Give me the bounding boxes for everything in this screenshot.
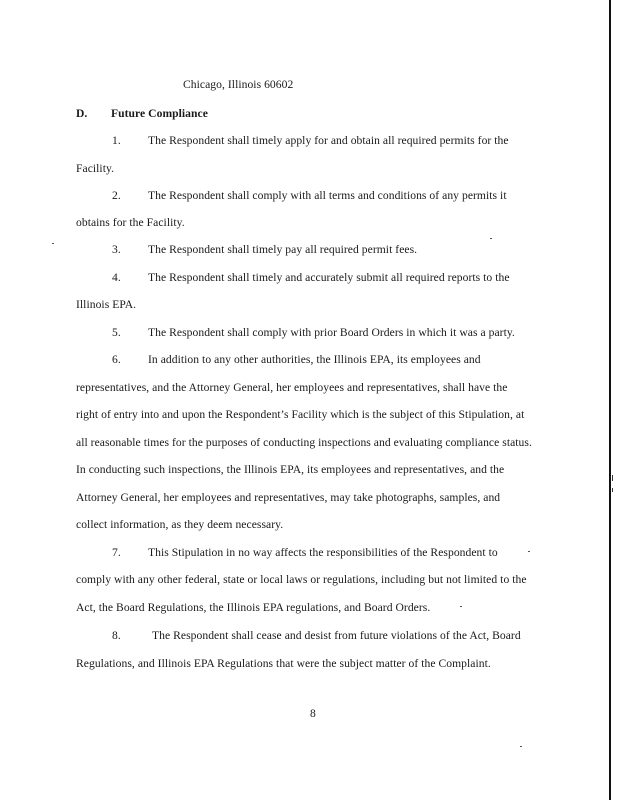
section-title: Future Compliance — [111, 107, 208, 120]
item-text-line: obtains for the Facility. — [76, 216, 185, 229]
scan-edge-line — [609, 0, 611, 800]
item-text-line: The Respondent shall cease and desist from future violations of the Act, Board — [152, 629, 521, 642]
scan-speck — [52, 243, 54, 244]
item-number: 2. — [112, 189, 121, 202]
item-text-line: representatives, and the Attorney General, her employees and representatives, shall have the — [76, 381, 508, 394]
item-text-line: right of entry into and upon the Respondent’s Facility which is the subject of this Stipulation, at — [76, 408, 525, 421]
scan-edge-tick — [612, 475, 613, 481]
item-text-line: In addition to any other authorities, the Illinois EPA, its employees and — [148, 353, 481, 366]
scan-speck — [490, 238, 492, 239]
item-text-line: The Respondent shall timely apply for and obtain all required permits for the — [148, 134, 509, 147]
item-number: 6. — [112, 353, 121, 366]
item-number: 7. — [112, 546, 121, 559]
item-text-line: This Stipulation in no way affects the responsibilities of the Respondent to — [148, 546, 498, 559]
item-number: 3. — [112, 243, 121, 256]
item-text-line: Regulations, and Illinois EPA Regulations that were the subject matter of the Complaint. — [76, 657, 491, 670]
item-text-line: The Respondent shall comply with prior Board Orders in which it was a party. — [148, 326, 515, 339]
item-text-line: Illinois EPA. — [76, 298, 137, 311]
item-number: 4. — [112, 271, 121, 284]
section-letter: D. — [76, 107, 88, 120]
scan-speck — [528, 551, 530, 552]
item-text-line: The Respondent shall timely pay all required permit fees. — [148, 243, 418, 256]
item-text-line: Act, the Board Regulations, the Illinois EPA regulations, and Board Orders. — [76, 601, 431, 614]
scan-edge-tick — [612, 488, 613, 492]
scan-speck — [460, 606, 462, 607]
item-text-line: Attorney General, her employees and representatives, may take photographs, samples, and — [76, 491, 501, 504]
item-number: 1. — [112, 134, 121, 147]
address-line: Chicago, Illinois 60602 — [183, 78, 294, 91]
scan-speck — [520, 746, 522, 747]
item-text-line: Facility. — [76, 162, 115, 175]
item-text-line: comply with any other federal, state or local laws or regulations, including but not limited to the — [76, 573, 527, 586]
item-number: 5. — [112, 326, 121, 339]
item-text-line: all reasonable times for the purposes of conducting inspections and evaluating compliance status. — [76, 436, 532, 449]
item-text-line: In conducting such inspections, the Illinois EPA, its employees and representatives, and the — [76, 463, 505, 476]
item-text-line: collect information, as they deem necessary. — [76, 518, 284, 531]
item-text-line: The Respondent shall timely and accurately submit all required reports to the — [148, 271, 510, 284]
item-number: 8. — [112, 629, 121, 642]
item-text-line: The Respondent shall comply with all terms and conditions of any permits it — [148, 189, 507, 202]
page-number: 8 — [310, 707, 316, 720]
